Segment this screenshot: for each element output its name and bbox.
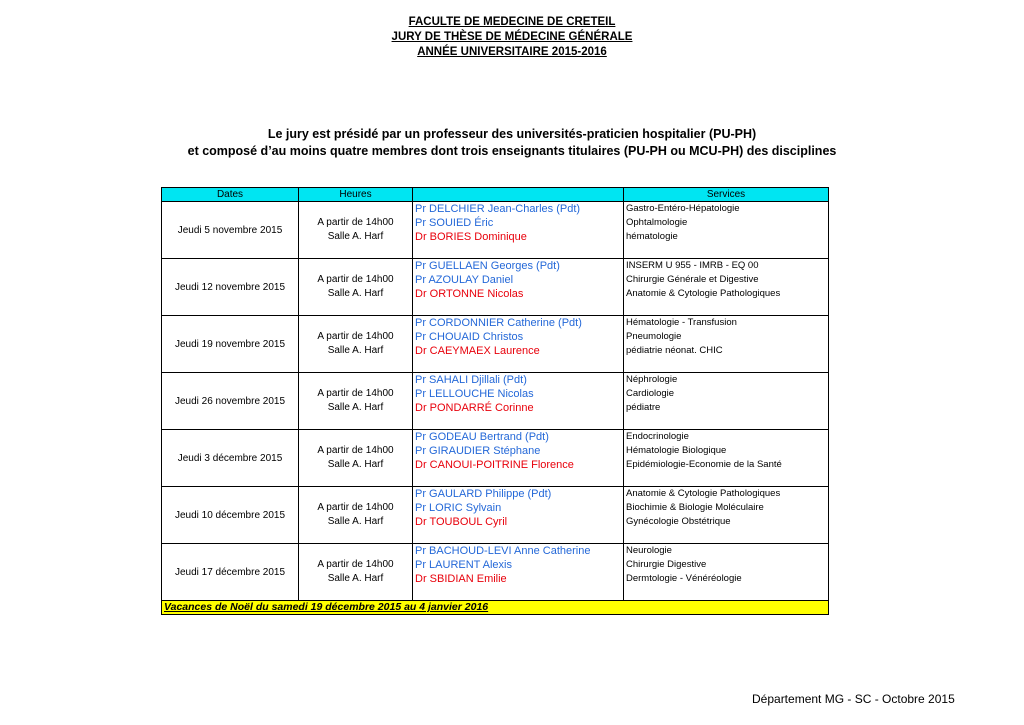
header-services: Services xyxy=(624,188,829,202)
member-president: Pr DELCHIER Jean-Charles (Pdt) xyxy=(415,203,581,215)
member-president: Pr SAHALI Djillali (Pdt) xyxy=(415,374,527,386)
member-services xyxy=(624,316,829,373)
member-doctor: Dr TOUBOUL Cyril xyxy=(415,516,508,528)
start-time: A partir de 14h00 xyxy=(317,445,394,456)
header-dates: Dates xyxy=(162,188,299,202)
member-doctor: Dr CAEYMAEX Laurence xyxy=(415,345,540,357)
session-time xyxy=(299,202,413,259)
table-row xyxy=(162,259,829,316)
member-services xyxy=(624,487,829,544)
jury-members xyxy=(413,316,624,373)
start-time: A partir de 14h00 xyxy=(317,388,394,399)
member-professor: Pr CHOUAID Christos xyxy=(415,331,524,343)
member-professor: Pr LORIC Sylvain xyxy=(415,502,502,514)
service-3: Epidémiologie-Economie de la Santé xyxy=(626,459,782,470)
jury-description xyxy=(0,126,1024,160)
service-3: pédiatre xyxy=(626,402,661,413)
member-doctor: Dr CANOUI-POITRINE Florence xyxy=(415,459,574,471)
room: Salle A. Harf xyxy=(327,573,384,584)
service-3: Anatomie & Cytologie Pathologiques xyxy=(626,288,781,299)
service-2: Ophtalmologie xyxy=(626,217,688,228)
description-line-1: Le jury est présidé par un professeur des universités-praticien hospitalier (PU-PH) xyxy=(267,127,757,141)
table-row xyxy=(162,544,829,601)
room: Salle A. Harf xyxy=(327,402,384,413)
jury-members xyxy=(413,202,624,259)
service-3: Dermtologie - Vénéréologie xyxy=(626,573,742,584)
session-date: Jeudi 12 novembre 2015 xyxy=(162,259,299,316)
start-time: A partir de 14h00 xyxy=(317,331,394,342)
table-row xyxy=(162,373,829,430)
service-2: Biochimie & Biologie Moléculaire xyxy=(626,502,764,513)
jury-schedule-table xyxy=(161,187,829,615)
jury-members xyxy=(413,430,624,487)
header-heures: Heures xyxy=(299,188,413,202)
session-date: Jeudi 3 décembre 2015 xyxy=(162,430,299,487)
session-time xyxy=(299,373,413,430)
table-row xyxy=(162,487,829,544)
member-president: Pr CORDONNIER Catherine (Pdt) xyxy=(415,317,582,329)
table-row xyxy=(162,316,829,373)
academic-year: ANNÉE UNIVERSITAIRE 2015-2016 xyxy=(417,46,607,58)
jury-title: JURY DE THÈSE DE MÉDECINE GÉNÉRALE xyxy=(391,31,633,43)
document-header xyxy=(0,15,1024,60)
session-date: Jeudi 19 novembre 2015 xyxy=(162,316,299,373)
member-services xyxy=(624,259,829,316)
header-members xyxy=(413,188,624,202)
member-doctor: Dr BORIES Dominique xyxy=(415,231,527,243)
member-doctor: Dr PONDARRÉ Corinne xyxy=(415,402,534,414)
member-professor: Pr LELLOUCHE Nicolas xyxy=(415,388,534,400)
room: Salle A. Harf xyxy=(327,288,384,299)
service-3: Gynécologie Obstétrique xyxy=(626,516,731,527)
service-2: Pneumologie xyxy=(626,331,682,342)
jury-members xyxy=(413,373,624,430)
member-services xyxy=(624,202,829,259)
session-time xyxy=(299,316,413,373)
service-1: Neurologie xyxy=(626,545,672,556)
session-date: Jeudi 17 décembre 2015 xyxy=(162,544,299,601)
session-date: Jeudi 10 décembre 2015 xyxy=(162,487,299,544)
session-date: Jeudi 26 novembre 2015 xyxy=(162,373,299,430)
member-professor: Pr GIRAUDIER Stéphane xyxy=(415,445,541,457)
service-1: Néphrologie xyxy=(626,374,678,385)
member-president: Pr GAULARD Philippe (Pdt) xyxy=(415,488,552,500)
service-2: Hématologie Biologique xyxy=(626,445,727,456)
service-3: hématologie xyxy=(626,231,678,242)
member-president: Pr GODEAU Bertrand (Pdt) xyxy=(415,431,549,443)
service-1: Endocrinologie xyxy=(626,431,689,442)
jury-members xyxy=(413,259,624,316)
member-services xyxy=(624,544,829,601)
room: Salle A. Harf xyxy=(327,459,384,470)
session-date: Jeudi 5 novembre 2015 xyxy=(162,202,299,259)
service-1: Anatomie & Cytologie Pathologiques xyxy=(626,488,781,499)
member-president: Pr BACHOUD-LEVI Anne Catherine xyxy=(415,545,591,557)
session-time xyxy=(299,259,413,316)
session-time xyxy=(299,487,413,544)
faculty-title: FACULTE DE MEDECINE DE CRETEIL xyxy=(408,16,616,28)
member-doctor: Dr SBIDIAN Emilie xyxy=(415,573,507,585)
description-line-2: et composé d’au moins quatre membres dont trois enseignants titulaires (PU-PH ou MCU-PH) des disciplines xyxy=(187,144,837,158)
member-president: Pr GUELLAEN Georges (Pdt) xyxy=(415,260,560,272)
table-header-row xyxy=(162,188,829,202)
room: Salle A. Harf xyxy=(327,345,384,356)
service-1: Hématologie - Transfusion xyxy=(626,317,737,328)
service-2: Cardiologie xyxy=(626,388,675,399)
session-time xyxy=(299,544,413,601)
service-3: pédiatrie néonat. CHIC xyxy=(626,345,723,356)
vacation-row xyxy=(162,601,829,615)
member-professor: Pr LAURENT Alexis xyxy=(415,559,512,571)
member-professor: Pr AZOULAY Daniel xyxy=(415,274,514,286)
member-doctor: Dr ORTONNE Nicolas xyxy=(415,288,524,300)
vacation-note: Vacances de Noël du samedi 19 décembre 2015 au 4 janvier 2016 xyxy=(162,601,829,615)
start-time: A partir de 14h00 xyxy=(317,502,394,513)
start-time: A partir de 14h00 xyxy=(317,274,394,285)
jury-members xyxy=(413,487,624,544)
member-services xyxy=(624,373,829,430)
member-professor: Pr SOUIED Éric xyxy=(415,217,494,229)
service-1: INSERM U 955 - IMRB - EQ 00 xyxy=(626,260,759,271)
session-time xyxy=(299,430,413,487)
service-2: Chirurgie Digestive xyxy=(626,559,707,570)
service-2: Chirurgie Générale et Digestive xyxy=(626,274,759,285)
jury-members xyxy=(413,544,624,601)
start-time: A partir de 14h00 xyxy=(317,559,394,570)
room: Salle A. Harf xyxy=(327,231,384,242)
table-row xyxy=(162,202,829,259)
table-row xyxy=(162,430,829,487)
service-1: Gastro-Entéro-Hépatologie xyxy=(626,203,740,214)
room: Salle A. Harf xyxy=(327,516,384,527)
footer-note: Département MG - SC - Octobre 2015 xyxy=(752,692,955,706)
member-services xyxy=(624,430,829,487)
start-time: A partir de 14h00 xyxy=(317,217,394,228)
